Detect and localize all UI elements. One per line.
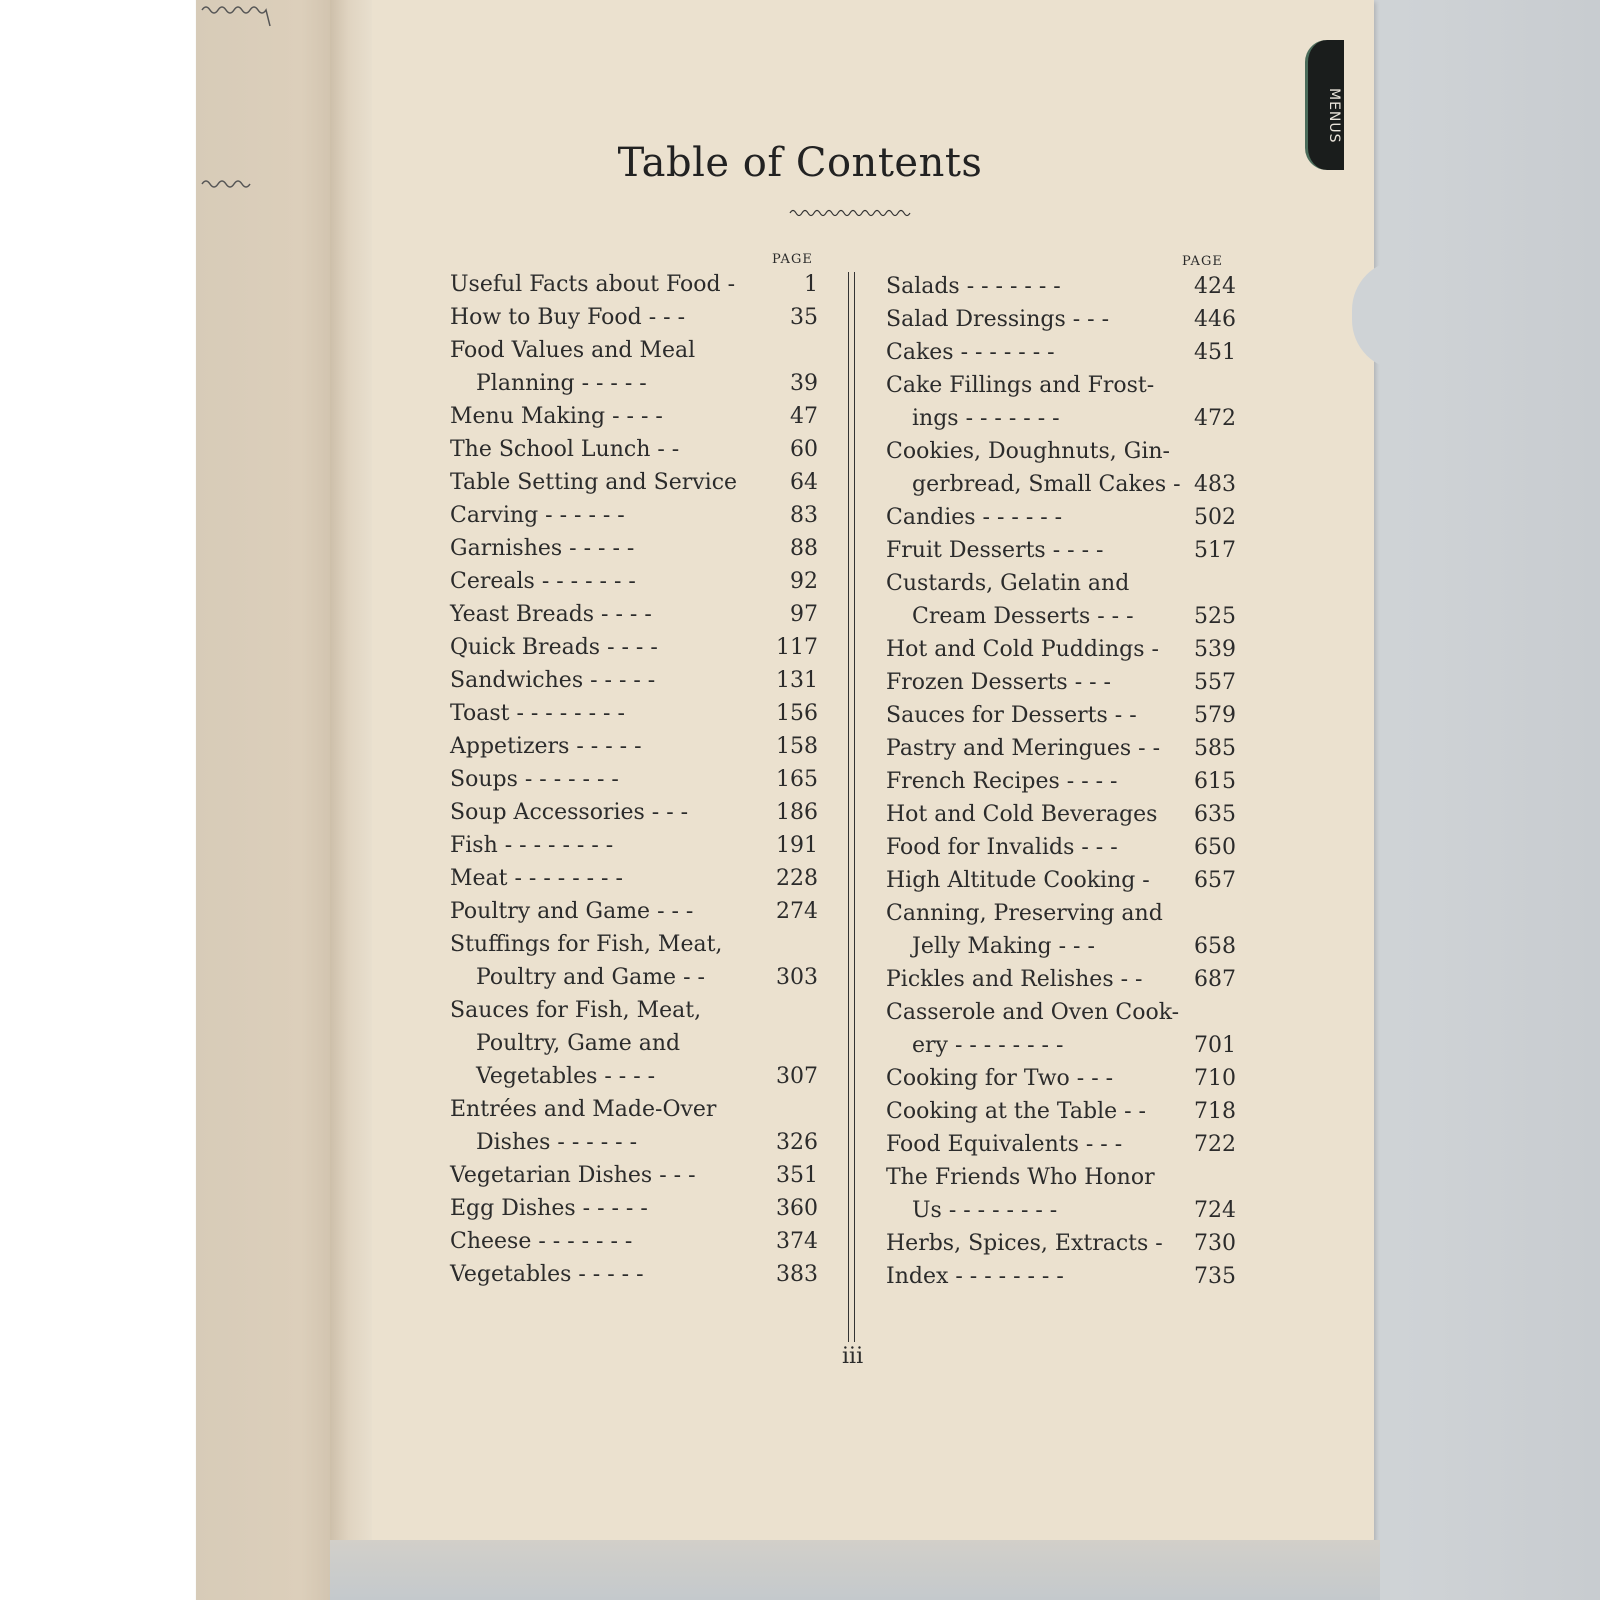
toc-entry-page: 64 [790,470,818,495]
toc-entry-page: 186 [776,800,818,825]
toc-entry-label: Hot and Cold Beverages [886,802,1158,827]
toc-entry [886,1095,1236,1128]
toc-entry [886,270,1236,303]
toc-entry-label: Fish - - - - - - - - [450,833,614,858]
toc-entry-label: Sandwiches - - - - - [450,668,656,693]
toc-entry-page: 326 [776,1130,818,1155]
toc-entry-label: Cheese - - - - - - - [450,1229,633,1254]
toc-entry-label: Cake Fillings and Frost- [886,373,1155,398]
toc-entry-label: Planning - - - - - [476,371,647,396]
toc-entry-label: Salads - - - - - - - [886,274,1061,299]
toc-column-left [450,268,818,1291]
toc-entry-page: 701 [1194,1033,1236,1058]
toc-entry [450,1258,818,1291]
toc-entry-label: The Friends Who Honor [886,1165,1155,1190]
toc-entry [886,666,1236,699]
toc-entry-page: 650 [1194,835,1236,860]
toc-entry-page: 117 [776,635,818,660]
squiggle-ornament-mid [200,178,254,194]
toc-entry-label: Food Equivalents - - - [886,1132,1123,1157]
toc-entry-page: 228 [776,866,818,891]
toc-entry-label: Yeast Breads - - - - [450,602,652,627]
page-gutter [330,0,372,1560]
toc-entry-label: Dishes - - - - - - [476,1130,638,1155]
toc-entry [450,1060,818,1093]
toc-entry [886,1161,1236,1194]
toc-entry-page: 446 [1194,307,1236,332]
toc-entry-page: 730 [1194,1231,1236,1256]
toc-entry [886,1227,1236,1260]
toc-entry [886,963,1236,996]
toc-entry-label: The School Lunch - - [450,437,680,462]
toc-entry [886,831,1236,864]
toc-entry-page: 92 [790,569,818,594]
toc-entry-page: 710 [1194,1066,1236,1091]
toc-entry-page: 97 [790,602,818,627]
toc-entry [886,567,1236,600]
toc-entry-label: Canning, Preserving and [886,901,1163,926]
toc-entry-label: Garnishes - - - - - [450,536,635,561]
toc-entry-page: 191 [776,833,818,858]
toc-entry-page: 360 [776,1196,818,1221]
toc-entry-label: Soup Accessories - - - [450,800,689,825]
toc-entry [450,532,818,565]
toc-entry-page: 274 [776,899,818,924]
toc-entry [450,664,818,697]
toc-entry-page: 307 [776,1064,818,1089]
toc-entry-label: Useful Facts about Food - [450,272,736,297]
toc-entry-label: Poultry, Game and [476,1031,681,1056]
toc-entry [450,928,818,961]
toc-entry-label: Menu Making - - - - [450,404,663,429]
toc-entry [886,897,1236,930]
toc-entry-page: 724 [1194,1198,1236,1223]
toc-entry-label: Sauces for Fish, Meat, [450,998,702,1023]
toc-entry [886,1029,1236,1062]
toc-entry [450,367,818,400]
menus-tab-label: MENUS [1326,88,1342,144]
toc-entry [450,268,818,301]
toc-entry-label: Pastry and Meringues - - [886,736,1161,761]
toc-entry [886,864,1236,897]
toc-entry-label: gerbread, Small Cakes - [912,472,1181,497]
toc-entry-label: Cooking at the Table - - [886,1099,1146,1124]
toc-entry [886,732,1236,765]
toc-entry-label: Table Setting and Service [450,470,738,495]
toc-entry [450,301,818,334]
toc-entry [886,501,1236,534]
facing-page [196,0,346,1600]
toc-entry-label: Appetizers - - - - - [450,734,642,759]
toc-entry [450,1159,818,1192]
toc-entry-label: High Altitude Cooking - [886,868,1150,893]
toc-entry [450,895,818,928]
toc-entry-page: 557 [1194,670,1236,695]
toc-entry [450,1027,818,1060]
toc-entry [450,1192,818,1225]
toc-entry-page: 483 [1194,472,1236,497]
toc-entry [450,631,818,664]
toc-entry-page: 735 [1194,1264,1236,1289]
toc-entry [886,303,1236,336]
toc-entry-page: 451 [1194,340,1236,365]
toc-entry-page: 39 [790,371,818,396]
toc-entry-page: 539 [1194,637,1236,662]
toc-entry-label: Cooking for Two - - - [886,1066,1114,1091]
toc-entry-page: 424 [1194,274,1236,299]
toc-entry-label: Pickles and Relishes - - [886,967,1143,992]
toc-entry-label: Casserole and Oven Cook- [886,1000,1180,1025]
toc-entry-label: Food for Invalids - - - [886,835,1118,860]
page-folio: iii [842,1344,864,1369]
toc-entry [450,466,818,499]
page-column-header-left: PAGE [772,252,813,267]
toc-entry [450,499,818,532]
toc-entry-label: Us - - - - - - - - [912,1198,1058,1223]
toc-entry [450,565,818,598]
toc-entry-label: Index - - - - - - - - [886,1264,1064,1289]
toc-entry-page: 635 [1194,802,1236,827]
toc-entry-label: Jelly Making - - - [912,934,1095,959]
toc-entry-label: Quick Breads - - - - [450,635,658,660]
toc-entry-label: Egg Dishes - - - - - [450,1196,648,1221]
title-ornament [788,207,912,219]
toc-entry [450,1225,818,1258]
toc-entry-label: Frozen Desserts - - - [886,670,1111,695]
toc-entry [450,829,818,862]
toc-entry-page: 156 [776,701,818,726]
toc-entry-label: Toast - - - - - - - - [450,701,625,726]
toc-entry [886,336,1236,369]
toc-entry [886,402,1236,435]
squiggle-ornament-top [200,2,274,30]
toc-entry [450,796,818,829]
toc-entry [886,534,1236,567]
toc-entry-label: Poultry and Game - - [476,965,705,990]
toc-entry-page: 517 [1194,538,1236,563]
toc-entry-label: Cereals - - - - - - - [450,569,636,594]
toc-entry-page: 687 [1194,967,1236,992]
toc-entry-page: 83 [790,503,818,528]
toc-entry [886,1260,1236,1293]
toc-entry [450,994,818,1027]
toc-entry-label: Vegetarian Dishes - - - [450,1163,696,1188]
toc-entry-label: Poultry and Game - - - [450,899,694,924]
toc-entry-label: Sauces for Desserts - - [886,703,1137,728]
toc-entry-page: 722 [1194,1132,1236,1157]
toc-entry-page: 351 [776,1163,818,1188]
toc-entry-page: 374 [776,1229,818,1254]
toc-entry-page: 525 [1194,604,1236,629]
toc-entry-page: 47 [790,404,818,429]
toc-entry-label: Food Values and Meal [450,338,696,363]
toc-entry-page: 657 [1194,868,1236,893]
toc-entry [886,765,1236,798]
toc-entry-label: Cakes - - - - - - - [886,340,1055,365]
toc-entry [886,369,1236,402]
toc-entry-page: 60 [790,437,818,462]
toc-entry-page: 303 [776,965,818,990]
toc-entry [450,598,818,631]
toc-entry [450,961,818,994]
toc-entry-label: Candies - - - - - - [886,505,1063,530]
toc-entry-page: 502 [1194,505,1236,530]
toc-entry-page: 131 [776,668,818,693]
toc-entry [886,1194,1236,1227]
toc-entry-page: 383 [776,1262,818,1287]
toc-column-right [886,270,1236,1293]
toc-entry-label: Hot and Cold Puddings - [886,637,1159,662]
toc-entry [886,996,1236,1029]
toc-entry-page: 88 [790,536,818,561]
toc-entry [450,1126,818,1159]
toc-entry-page: 615 [1194,769,1236,794]
toc-entry-page: 158 [776,734,818,759]
toc-entry [450,334,818,367]
toc-entry [886,798,1236,831]
toc-entry-page: 585 [1194,736,1236,761]
toc-entry [886,468,1236,501]
toc-entry [450,763,818,796]
toc-entry-label: Salad Dressings - - - [886,307,1110,332]
toc-entry-page: 35 [790,305,818,330]
toc-entry-label: Vegetables - - - - - [450,1262,644,1287]
page-column-header-right: PAGE [1182,254,1223,269]
toc-entry-label: ings - - - - - - - [912,406,1060,431]
toc-entry-label: Fruit Desserts - - - - [886,538,1104,563]
toc-entry [886,930,1236,963]
column-divider [848,272,855,1342]
toc-entry-page: 472 [1194,406,1236,431]
toc-entry-label: Carving - - - - - - [450,503,625,528]
page-stack-edge [330,1540,1380,1600]
toc-entry [886,1128,1236,1161]
toc-entry [450,433,818,466]
toc-entry-label: Meat - - - - - - - - [450,866,623,891]
toc-entry [450,730,818,763]
toc-entry [886,1062,1236,1095]
toc-entry-label: Vegetables - - - - [476,1064,656,1089]
toc-entry [450,1093,818,1126]
toc-entry-page: 579 [1194,703,1236,728]
toc-entry-label: Herbs, Spices, Extracts - [886,1231,1163,1256]
toc-entry-page: 1 [804,272,818,297]
toc-entry-label: Cream Desserts - - - [912,604,1134,629]
toc-entry-label: Soups - - - - - - - [450,767,619,792]
toc-entry [450,862,818,895]
toc-entry [450,697,818,730]
toc-entry-label: ery - - - - - - - - [912,1033,1064,1058]
toc-entry-label: Cookies, Doughnuts, Gin- [886,439,1170,464]
toc-entry-page: 165 [776,767,818,792]
toc-entry [886,600,1236,633]
toc-entry [450,400,818,433]
toc-entry-page: 718 [1194,1099,1236,1124]
toc-entry-label: Custards, Gelatin and [886,571,1130,596]
toc-entry [886,699,1236,732]
page-title: Table of Contents [617,140,983,186]
toc-entry-page: 658 [1194,934,1236,959]
toc-entry-label: How to Buy Food - - - [450,305,686,330]
toc-entry [886,435,1236,468]
toc-entry-label: French Recipes - - - - [886,769,1118,794]
toc-entry-label: Entrées and Made-Over [450,1097,717,1122]
toc-entry-label: Stuffings for Fish, Meat, [450,932,723,957]
toc-entry [886,633,1236,666]
